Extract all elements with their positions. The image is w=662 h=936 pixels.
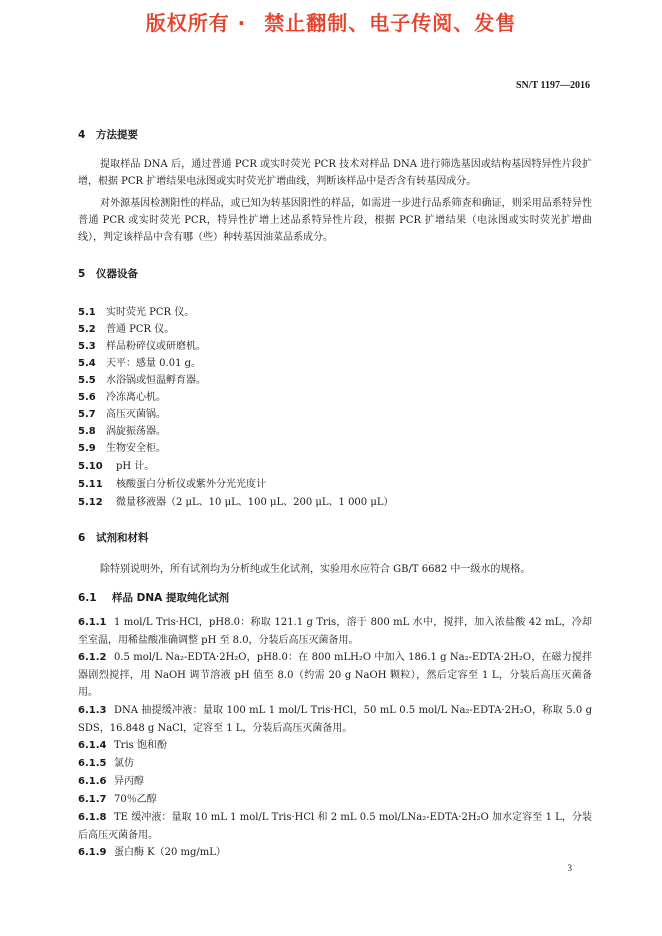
- list-item: 6.1.3 DNA 抽提缓冲液：量取 100 mL 1 mol/L Tris·HCl，50 mL 0.5 mol/L Na₂-EDTA·2H₂O，称取 5.0 g SDS，16.848 g NaCl，定容至 1 L，分装后高压灭菌备用。: [78, 705, 592, 734]
- list-item: 6.1.8 TE 缓冲液：量取 10 mL 1 mol/L Tris·HCl 和 2 mL 0.5 mol/LNa₂-EDTA·2H₂O 加水定容至 1 L，分装后高压灭菌备用。: [78, 812, 592, 841]
- section-4-heading: [78, 127, 138, 142]
- watermark-left: 版权所有 ·: [145, 11, 247, 35]
- list-item: 6.1.9 蛋白酶 K（20 mg/mL）: [78, 847, 226, 858]
- list-item: 5.8 涡旋振荡器。: [78, 426, 166, 437]
- list-item: 6.1.6 异丙醇: [78, 776, 144, 787]
- section-number: 5: [78, 268, 86, 280]
- list-item: 5.10 pH 计。: [78, 461, 155, 472]
- list-item: 5.12 微量移液器（2 μL、10 μL、100 μL、200 μL、1 000 μL）: [78, 497, 394, 508]
- list-item: 6.1.5 氯仿: [78, 758, 134, 769]
- list-item: 6.1.1 1 mol/L Tris·HCl，pH8.0：称取 121.1 g Tris，溶于 800 mL 水中，搅拌，加入浓盐酸 42 mL，冷却至室温，用稀盐酸准确调整 pH 至 8.0，分装后高压灭菌备用。: [78, 617, 592, 646]
- section-title: 试剂和材料: [96, 532, 149, 544]
- section-5-heading: [78, 266, 138, 281]
- paragraph: 对外源基因检测阳性的样品，或已知为转基因阳性的样品，如需进一步进行品系筛查和确证，则采用品系特异性普通 PCR 或实时荧光 PCR，特异性扩增上述品系特异性片段，根据 PCR 扩增结果（电泳图或实时荧光扩增曲线），判定该样品中含有哪（些）种转基因油菜品系成分。: [78, 198, 592, 243]
- subsection-title: 样品 DNA 提取纯化试剂: [112, 592, 229, 604]
- paragraph: 除特别说明外，所有试剂均为分析纯或生化试剂，实验用水应符合 GB/T 6682 中一级水的规格。: [100, 564, 531, 575]
- page-number: 3: [567, 863, 572, 873]
- section-6-heading: [78, 530, 149, 545]
- list-item: 5.5 水浴锅或恒温孵育器。: [78, 375, 206, 386]
- subsection-6-1-heading: [78, 590, 229, 605]
- list-item: 5.11 核酸蛋白分析仪或紫外分光光度计: [78, 479, 266, 490]
- list-item: 6.1.7 70％乙醇: [78, 794, 157, 805]
- watermark-right: 禁止翻制、电子传阅、发售: [264, 11, 517, 35]
- list-item: 5.2 普通 PCR 仪。: [78, 324, 175, 335]
- list-item: 5.4 天平：感量 0.01 g。: [78, 358, 202, 369]
- section-title: 仪器设备: [96, 268, 138, 280]
- standard-code: SN/T 1197—2016: [516, 80, 590, 91]
- list-item: 5.3 样品粉碎仪或研磨机。: [78, 341, 206, 352]
- list-item: 5.7 高压灭菌锅。: [78, 409, 166, 420]
- list-item: 5.6 冷冻离心机。: [78, 392, 166, 403]
- section-title: 方法提要: [96, 129, 138, 141]
- section-number: 4: [78, 129, 86, 141]
- copyright-watermark: [0, 7, 662, 36]
- subsection-number: 6.1: [78, 592, 97, 604]
- list-item: 5.1 实时荧光 PCR 仪。: [78, 307, 195, 318]
- list-item: 5.9 生物安全柜。: [78, 443, 166, 454]
- list-item: 6.1.4 Tris 饱和酚: [78, 740, 167, 751]
- list-item: 6.1.2 0.5 mol/L Na₂-EDTA·2H₂O，pH8.0：在 800 mLH₂O 中加入 186.1 g Na₂-EDTA·2H₂O，在磁力搅拌器剧烈搅拌，用 NaOH 调节溶液 pH 值至 8.0（约需 20 g NaOH 颗粒），然后定容至 1 L，分装后高压灭菌备用。: [78, 652, 592, 698]
- section-number: 6: [78, 532, 86, 544]
- paragraph: 提取样品 DNA 后，通过普通 PCR 或实时荧光 PCR 技术对样品 DNA 进行筛选基因或结构基因特异性片段扩增，根据 PCR 扩增结果电泳图或实时荧光扩增曲线，判断该样品中是否含有转基因成分。: [78, 159, 592, 187]
